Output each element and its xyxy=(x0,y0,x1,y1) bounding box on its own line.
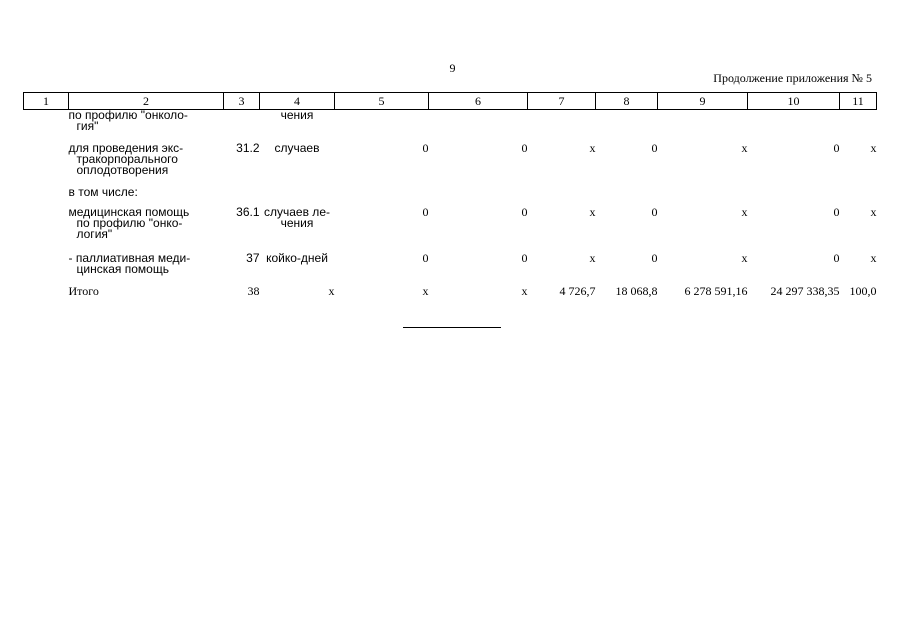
cell-col5: х xyxy=(422,283,429,298)
cell-col11: х xyxy=(870,140,877,155)
column-header: 5 xyxy=(335,93,429,110)
cell-col6: 0 xyxy=(521,204,528,219)
cell-col10: 0 xyxy=(833,140,840,155)
cell-col5: 0 xyxy=(422,250,429,265)
cell-col7: х xyxy=(589,204,596,219)
cell-col8: 0 xyxy=(651,204,658,219)
row-name-line: - паллиативная меди- xyxy=(68,250,191,265)
cell-col11: х xyxy=(870,250,877,265)
row-name-line: оплодотворения xyxy=(76,162,169,177)
end-separator-line xyxy=(403,327,501,328)
row-name-line: логия" xyxy=(76,226,113,241)
row-code: 31.2 xyxy=(236,140,260,155)
row-unit: х xyxy=(328,283,335,298)
cell-col7: х xyxy=(589,140,596,155)
column-header: 9 xyxy=(658,93,748,110)
column-header: 10 xyxy=(748,93,840,110)
row-name-line: по профилю "онко- xyxy=(76,215,183,230)
column-header: 7 xyxy=(528,93,596,110)
cell-col6: х xyxy=(521,283,528,298)
row-unit: чения xyxy=(280,108,314,122)
cell-col9: х xyxy=(741,250,748,265)
column-header: 6 xyxy=(429,93,528,110)
row-name xyxy=(68,204,224,253)
column-header: 11 xyxy=(840,93,877,110)
table-row xyxy=(24,207,877,253)
row-name-line: для проведения экс- xyxy=(68,140,184,155)
table-row xyxy=(24,143,877,187)
row-name xyxy=(68,140,224,187)
cell-col6: 0 xyxy=(521,250,528,265)
table-row xyxy=(24,253,877,286)
row-unit: случаев xyxy=(274,140,320,155)
column-header: 4 xyxy=(260,93,335,110)
cell-col10: 24 297 338,35 xyxy=(770,283,840,298)
table-row xyxy=(24,187,877,207)
cell-col9: х xyxy=(741,204,748,219)
cell-col10: 0 xyxy=(833,204,840,219)
row-name-line: цинская помощь xyxy=(76,261,169,276)
row-code: 36.1 xyxy=(236,204,260,219)
column-header: 2 xyxy=(69,93,224,110)
column-header: 8 xyxy=(596,93,658,110)
row-name: в том числе: xyxy=(68,184,138,199)
total-row xyxy=(24,286,877,306)
row-unit xyxy=(260,204,335,253)
row-name xyxy=(68,250,224,286)
cell-col8: 0 xyxy=(651,140,658,155)
cell-col8: 0 xyxy=(651,250,658,265)
row-name-line: медицинская помощь xyxy=(68,204,190,219)
cell-col10: 0 xyxy=(833,250,840,265)
cell-col5: 0 xyxy=(422,140,429,155)
row-name-line: гия" xyxy=(76,119,99,133)
column-header: 1 xyxy=(24,93,69,110)
tariff-table xyxy=(23,92,877,306)
row-code: 38 xyxy=(247,283,260,298)
cell-col8: 18 068,8 xyxy=(615,283,658,298)
row-unit-line: чения xyxy=(280,215,314,230)
row-name-line: тракорпорального xyxy=(76,151,178,166)
row-name xyxy=(69,110,224,143)
cell-col7: х xyxy=(589,250,596,265)
row-code: 37 xyxy=(246,250,260,265)
cell-col5: 0 xyxy=(422,204,429,219)
row-unit: койко-дней xyxy=(266,250,328,265)
cell-col9: 6 278 591,16 xyxy=(684,283,748,298)
continuation-label: Продолжение приложения № 5 xyxy=(713,71,872,85)
page-number: 9 xyxy=(449,61,456,75)
table-row xyxy=(24,110,877,143)
row-name-line: по профилю "онколо- xyxy=(68,108,188,122)
cell-col6: 0 xyxy=(521,140,528,155)
cell-col11: 100,0 xyxy=(849,283,877,298)
row-code xyxy=(224,110,260,143)
cell-col11: х xyxy=(870,204,877,219)
cell-col9: х xyxy=(741,140,748,155)
cell-col7: 4 726,7 xyxy=(559,283,596,298)
row-unit-line: случаев ле- xyxy=(264,204,330,219)
column-number-row xyxy=(24,93,877,110)
column-header: 3 xyxy=(224,93,260,110)
row-name: Итого xyxy=(68,283,99,298)
